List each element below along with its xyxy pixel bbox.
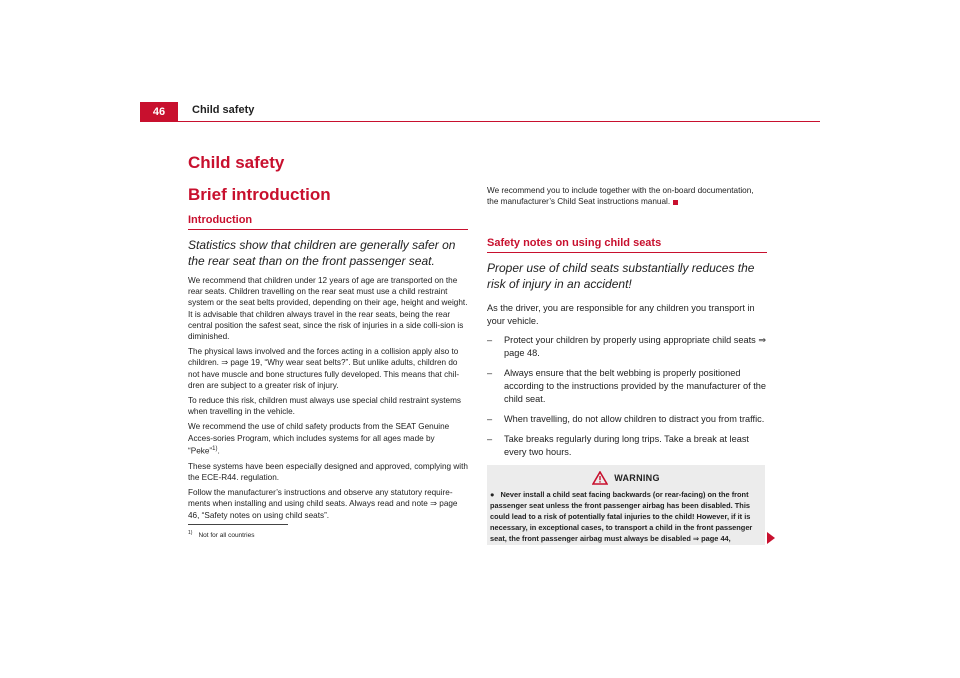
- header-rule: [140, 121, 820, 122]
- warning-body: Never install a child seat facing backwards (or rear-facing) on the front passenger seat unless the front passenger airbag has been disabled. This could lead to a risk of potentially fatal injuries to the child! However, if it is necessary, in exceptional cases, to transport a child in the front passenger seat, the front passenger airbag must always be disabled ⇒ page 44,: [490, 490, 753, 543]
- footnote-ref-suffix: .: [217, 446, 220, 456]
- section-title: Brief introduction: [188, 185, 331, 204]
- list-item-text: Protect your children by properly using appropriate child seats ⇒ page 48.: [504, 335, 767, 359]
- subsection-heading-safety-notes: Safety notes on using child seats: [487, 237, 767, 253]
- list-dash: –: [487, 414, 493, 425]
- manual-recommendation: [487, 185, 767, 207]
- list-item-text: When travelling, do not allow children to distract you from traffic.: [504, 414, 765, 425]
- footnote-mark: 1): [188, 530, 193, 536]
- warning-bullet: ●: [490, 490, 495, 499]
- safety-list: [487, 334, 767, 459]
- footnote-rule: [188, 524, 288, 525]
- paragraph-text: We recommend the use of child safety products from the SEAT Genuine Acces-sories Program, which includes systems for all ages made by “Peke”: [188, 422, 450, 456]
- list-item-text: Take breaks regularly during long trips. Take a break at least every two hours.: [504, 434, 749, 458]
- paragraph-with-footnote: [188, 421, 468, 456]
- list-item-text: Always ensure that the belt webbing is properly positioned according to the instructions provided by the manufacturer of the child seat.: [504, 368, 766, 405]
- right-column: [487, 185, 767, 466]
- subsection-heading-introduction: Introduction: [188, 214, 468, 230]
- warning-box: [487, 465, 765, 545]
- warning-triangle-icon: [592, 471, 608, 485]
- list-dash: –: [487, 434, 493, 445]
- safety-body: As the driver, you are responsible for any children you transport in your vehicle.: [487, 303, 755, 327]
- footnote: [188, 530, 254, 539]
- list-dash: –: [487, 335, 493, 346]
- paragraph: The physical laws involved and the forces acting in a collision apply also to children. ⇒ page 19, “Why wear seat belts?”. But unlike adults, children do not have muscle and bone structures fully developed. This means that chil-dren are subject to a greater risk of injury.: [188, 347, 460, 390]
- list-item: [487, 334, 767, 360]
- list-item: [487, 413, 767, 426]
- left-column: [188, 152, 468, 525]
- paragraph: To reduce this risk, children must always use special child restraint systems when travelling in the vehicle.: [188, 396, 462, 417]
- paragraph: Follow the manufacturer’s instructions and observe any statutory require-ments when installing and using child seats. Always read and note ⇒ page 46, “Safety notes on using child seats”.: [188, 488, 458, 520]
- page-number: 46: [140, 102, 178, 121]
- list-dash: –: [487, 368, 493, 379]
- warning-title: WARNING: [614, 473, 660, 483]
- safety-lead: Proper use of child seats substantially reduces the risk of injury in an accident!: [487, 261, 755, 292]
- footnote-reference[interactable]: 1): [212, 445, 218, 452]
- paragraph: We recommend that children under 12 years of age are transported on the rear seats. Children travelling on the rear seat must use a child restraint system or the seat belts provided, depending on their age, height and weight. It is advisable that children always travel in the rear seats, being the rear central position the safest seat, since the risk of injuries in a side colli-sion is diminished.: [188, 276, 468, 342]
- chapter-title: Child safety: [188, 153, 285, 172]
- list-item: [487, 367, 767, 406]
- paragraph: These systems have been especially designed and approved, complying with the ECE-R44. regulation.: [188, 461, 468, 482]
- continue-arrow-icon: [767, 532, 775, 544]
- warning-text: [490, 489, 762, 544]
- intro-lead: Statistics show that children are generally safer on the rear seat than on the front passenger seat.: [188, 238, 456, 268]
- end-of-section-marker-icon: [673, 200, 678, 205]
- running-header-title: Child safety: [192, 104, 255, 116]
- footnote-text: Not for all countries: [198, 532, 255, 540]
- warning-header: [487, 471, 765, 485]
- list-item: [487, 433, 767, 459]
- manual-recommendation-text: We recommend you to include together with the on-board documentation, the manufacturer’s Child Seat instructions manual.: [487, 186, 754, 207]
